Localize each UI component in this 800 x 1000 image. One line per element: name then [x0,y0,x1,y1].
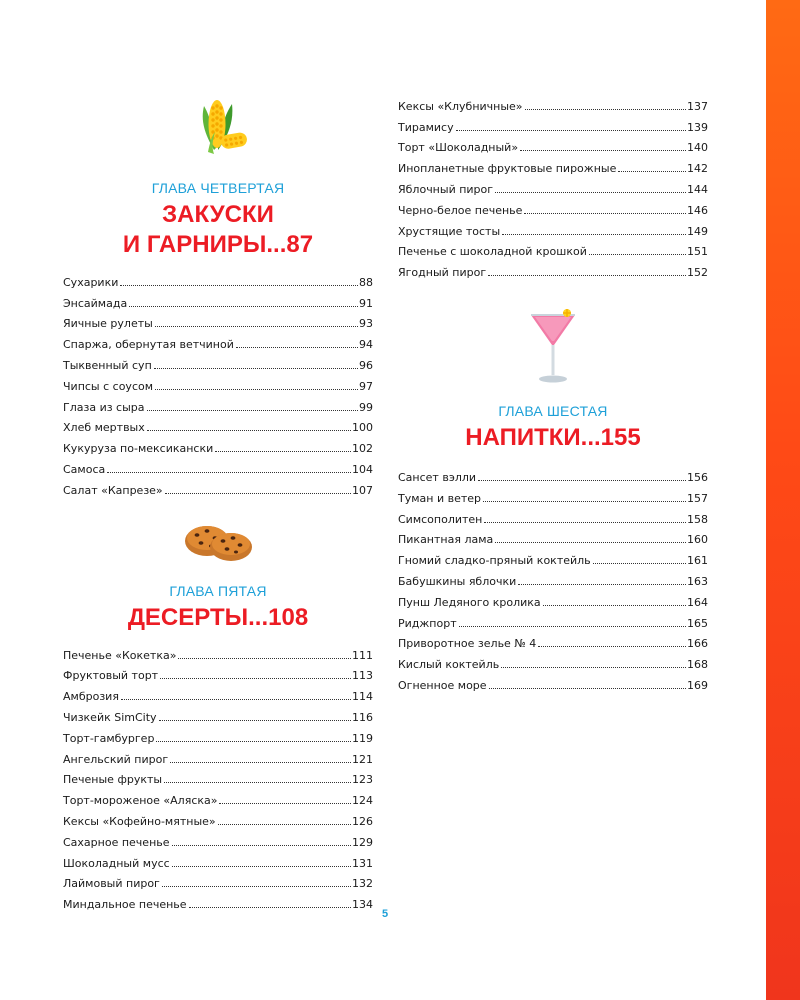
toc-entry-page: 166 [687,637,708,651]
toc-entry-page: 152 [687,266,708,280]
toc-entry-title: Пикантная лама [398,533,494,547]
toc-right-column [398,92,708,692]
toc-entry-page: 161 [687,554,708,568]
toc-entry[interactable] [398,258,708,279]
toc-entry-title: Кислый коктейль [398,658,500,672]
toc-entry-page: 156 [687,470,708,484]
toc-entry-page: 126 [352,814,373,828]
toc-entry-page: 116 [352,710,373,724]
toc-entry-title: Спаржа, обернутая ветчиной [63,338,234,352]
chapter-4-title-line2: И ГАРНИРЫ...87 [122,231,314,258]
toc-entry-title: Амброзия [63,690,119,704]
toc-entry-page: 129 [352,835,373,849]
toc-entry-page: 123 [352,773,373,787]
page-number: 5 [381,908,389,920]
toc-entry-page: 134 [352,898,373,912]
toc-entry-title: Фруктовый торт [63,669,159,683]
toc-entry[interactable] [398,526,708,547]
chapter-4-label: ГЛАВА ЧЕТВЕРТАЯ [151,180,285,196]
toc-entry-title: Самоса [63,462,106,476]
chapter-4-title-line1: ЗАКУСКИ [162,201,274,228]
toc-entry-title: Торт-мороженое «Аляска» [63,794,218,808]
chapter-5-title: ДЕСЕРТЫ...108 [127,603,309,631]
toc-entry-title: Тыквенный суп [63,358,152,372]
toc-entry-page: 104 [352,462,373,476]
toc-entry[interactable] [398,546,708,567]
toc-entry-title: Огненное море [398,678,487,692]
toc-entry-title: Риджпорт [398,616,457,630]
toc-entry-title: Бабушкины яблочки [398,574,517,588]
toc-entry[interactable] [398,238,708,259]
cookies-icon [181,519,255,563]
toc-entry[interactable] [63,828,373,849]
toc-entry-title: Пунш Ледяного кролика [398,595,541,609]
toc-entry-title: Торт «Шоколадный» [398,141,519,155]
toc-entry-title: Кукуруза по-мексикански [63,442,214,456]
toc-entry-page: 169 [687,678,708,692]
toc-entry[interactable] [398,484,708,505]
toc-entry-title: Приворотное зелье № 4 [398,637,537,651]
toc-entry[interactable] [63,289,373,310]
toc-entry[interactable] [63,330,373,351]
toc-entry[interactable] [63,310,373,331]
toc-entry-title: Туман и ветер [398,491,482,505]
toc-entry[interactable] [63,662,373,683]
corn-icon [188,92,248,160]
toc-entry-page: 124 [352,794,373,808]
toc-entry[interactable] [398,505,708,526]
toc-entry-page: 160 [687,533,708,547]
chapter-4-toc [63,268,373,497]
toc-entry[interactable] [398,134,708,155]
toc-entry[interactable] [63,455,373,476]
toc-entry[interactable] [63,724,373,745]
toc-entry-title: Кексы «Клубничные» [398,99,523,113]
toc-entry-title: Симсополитен [398,512,483,526]
toc-entry-page: 88 [359,275,373,289]
toc-entry[interactable] [398,463,708,484]
toc-entry-page: 96 [359,358,373,372]
toc-entry-title: Кексы «Кофейно-мятные» [63,814,216,828]
toc-entry-page: 132 [352,877,373,891]
toc-entry-title: Салат «Капрезе» [63,483,163,497]
toc-entry[interactable] [63,372,373,393]
toc-entry-page: 151 [687,245,708,259]
toc-entry[interactable] [63,351,373,372]
toc-entry[interactable] [398,671,708,692]
chapter-6-title: НАПИТКИ...155 [465,424,641,452]
toc-entry-page: 165 [687,616,708,630]
toc-entry-title: Черно-белое печенье [398,203,523,217]
toc-entry-title: Лаймовый пирог [63,877,160,891]
toc-entry-title: Печенье с шоколадной крошкой [398,245,587,259]
toc-entry-page: 107 [352,483,373,497]
toc-entry-title: Сахарное печенье [63,835,170,849]
toc-entry-page: 149 [687,224,708,238]
toc-entry-title: Яблочный пирог [398,182,494,196]
toc-entry-title: Глаза из сыра [63,400,145,414]
toc-entry-page: 94 [359,338,373,352]
toc-entry-page: 121 [352,752,373,766]
toc-entry-title: Ангельский пирог [63,752,169,766]
toc-entry[interactable] [398,609,708,630]
toc-entry-page: 164 [687,595,708,609]
toc-entry-title: Гномий сладко-пряный коктейль [398,554,591,568]
toc-entry-page: 168 [687,658,708,672]
toc-entry[interactable] [63,414,373,435]
chapter-6-toc [398,463,708,692]
toc-entry-page: 111 [352,648,373,662]
toc-entry[interactable] [398,588,708,609]
toc-entry-title: Миндальное печенье [63,898,187,912]
toc-entry[interactable] [63,807,373,828]
toc-entry[interactable] [63,870,373,891]
cocktail-icon [525,307,581,387]
toc-entry-title: Шоколадный мусс [63,856,170,870]
toc-entry-title: Инопланетные фруктовые пирожные [398,162,617,176]
toc-entry-title: Хлеб мертвых [63,421,145,435]
toc-entry-page: 91 [359,296,373,310]
chapter-5-toc [63,641,373,911]
toc-entry-title: Печенье «Кокетка» [63,648,177,662]
toc-entry[interactable] [63,393,373,414]
toc-entry-page: 142 [687,162,708,176]
toc-entry[interactable] [398,650,708,671]
toc-entry[interactable] [398,154,708,175]
toc-entry-page: 157 [687,491,708,505]
toc-entry[interactable] [63,786,373,807]
toc-entry-title: Сухарики [63,275,119,289]
toc-entry-page: 114 [352,690,373,704]
toc-entry[interactable] [63,268,373,289]
toc-entry-page: 137 [687,99,708,113]
toc-entry-title: Яичные рулеты [63,317,153,331]
toc-entry[interactable] [63,682,373,703]
toc-entry[interactable] [398,175,708,196]
toc-entry[interactable] [63,703,373,724]
side-color-stripe [766,0,800,1000]
chapter-5-label: ГЛАВА ПЯТАЯ [169,582,267,599]
toc-entry[interactable] [398,113,708,134]
toc-entry[interactable] [63,476,373,497]
toc-entry[interactable] [63,641,373,662]
toc-entry[interactable] [63,766,373,787]
toc-entry-page: 119 [352,731,373,745]
toc-entry-title: Чипсы с соусом [63,379,154,393]
toc-entry[interactable] [398,630,708,651]
toc-entry-title: Сансет вэлли [398,470,477,484]
chapter-6-label: ГЛАВА ШЕСТАЯ [498,403,608,420]
toc-entry-page: 93 [359,317,373,331]
toc-entry-page: 100 [352,421,373,435]
toc-entry-page: 144 [687,182,708,196]
toc-entry[interactable] [63,849,373,870]
toc-entry-title: Печеные фрукты [63,773,163,787]
toc-entry-title: Тирамису [398,120,454,134]
toc-entry-title: Торт-гамбургер [63,731,155,745]
toc-entry-page: 139 [687,120,708,134]
toc-entry-page: 158 [687,512,708,526]
toc-entry-page: 97 [359,379,373,393]
toc-entry-title: Хрустящие тосты [398,224,501,238]
toc-entry[interactable] [63,434,373,455]
toc-entry-title: Ягодный пирог [398,266,487,280]
toc-entry-title: Энсаймада [63,296,128,310]
toc-entry-page: 163 [687,574,708,588]
toc-entry-title: Чизкейк SimCity [63,710,157,724]
toc-entry[interactable] [63,745,373,766]
toc-entry-page: 146 [687,203,708,217]
toc-entry[interactable] [398,196,708,217]
toc-left-column [63,92,373,911]
toc-entry[interactable] [398,567,708,588]
toc-entry-page: 99 [359,400,373,414]
toc-entry-page: 131 [352,856,373,870]
toc-entry[interactable] [398,217,708,238]
toc-entry[interactable] [398,92,708,113]
chapter-5-toc-continued [398,92,708,279]
toc-entry-page: 140 [687,141,708,155]
toc-entry-page: 113 [352,669,373,683]
toc-entry-page: 102 [352,442,373,456]
